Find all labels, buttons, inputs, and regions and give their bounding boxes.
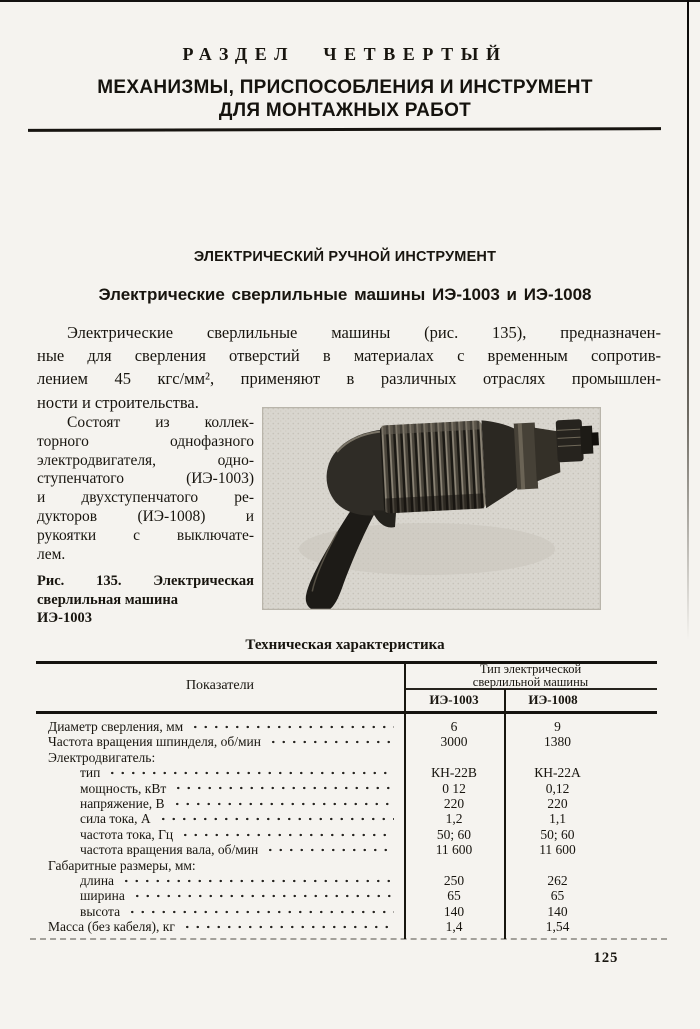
side-line: рукоятки с выключате-: [37, 526, 254, 544]
value-ie1008: 1,54: [545, 919, 570, 935]
column-header-ie1003: ИЭ-1003: [429, 691, 479, 707]
row-label-text: Частота вращения шпинделя, об/мин: [48, 734, 262, 750]
side-paragraph: [37, 414, 254, 564]
intro-line: Электрические сверлильные машины (рис. 135), предназначен-: [67, 323, 661, 342]
row-label-text: сила тока, А: [80, 811, 151, 827]
table-row: [36, 796, 657, 811]
row-label: [36, 765, 404, 780]
column-header-span: [404, 663, 657, 689]
section-subtitle-line1: МЕХАНИЗМЫ, ПРИСПОСОБЛЕНИЯ И ИНСТРУМЕНТ: [97, 77, 593, 98]
table-row: [36, 888, 657, 903]
value-ie1003: 65: [447, 888, 461, 904]
value-ie1008: 140: [547, 903, 568, 919]
row-label-text: Электродвигатель:: [48, 749, 156, 765]
table-title: Техническая характеристика: [245, 637, 445, 653]
value-ie1003: [404, 858, 504, 873]
table-row: [36, 734, 657, 749]
row-label: [36, 842, 404, 857]
table-header-rule: [36, 711, 657, 714]
intro-line: ные для сверления отверстий в материалах с временным сопротив-: [37, 346, 661, 366]
caption-line: Рис. 135. Электрическая: [37, 573, 254, 589]
table-row: [36, 719, 657, 734]
row-label-text: частота вращения вала, об/мин: [80, 842, 259, 858]
table-row: [36, 811, 657, 826]
scan-right-edge-line: [687, 0, 689, 640]
value-ie1003: 1,4: [445, 919, 463, 935]
row-label: [36, 781, 404, 796]
row-label-text: длина: [80, 872, 115, 888]
dot-leader: [268, 734, 394, 749]
row-label-text: Габаритные размеры, мм:: [48, 857, 196, 873]
dot-leader: [127, 904, 394, 919]
value-ie1008: 262: [547, 872, 568, 888]
dot-leader: [107, 765, 394, 780]
row-label-text: тип: [80, 765, 101, 781]
row-label: [36, 734, 404, 749]
row-label: [36, 796, 404, 811]
intro-paragraph: [37, 321, 661, 414]
table-row: [36, 873, 657, 888]
dot-leader: [132, 888, 394, 903]
dot-leader: [190, 719, 394, 734]
value-ie1008: 1,1: [549, 811, 566, 827]
value-ie1003: [404, 750, 504, 765]
table-row: [36, 919, 657, 934]
dot-leader: [265, 842, 394, 857]
value-ie1008: 11 600: [539, 842, 576, 858]
span-line: сверлильной машины: [472, 675, 589, 689]
row-label: [36, 873, 404, 888]
dot-leader: [173, 781, 394, 796]
side-line: дукторов (ИЭ-1008) и: [37, 507, 254, 525]
value-ie1008: [504, 858, 657, 873]
article-subheading: Электрические сверлильные машины ИЭ-1003 и ИЭ-1008: [98, 285, 592, 304]
row-label: [36, 811, 404, 826]
side-line: ступенчатого (ИЭ-1003): [37, 470, 254, 488]
row-label: [36, 827, 404, 842]
drill-photo: [262, 407, 601, 610]
value-ie1003: 0 12: [442, 780, 466, 796]
value-ie1008: 1380: [544, 734, 571, 750]
row-label: [36, 919, 404, 934]
value-ie1003: 50; 60: [436, 826, 472, 842]
value-ie1003: 140: [443, 903, 465, 919]
row-label: [36, 904, 404, 919]
table-row: [36, 858, 657, 873]
table-body: [36, 719, 657, 934]
value-ie1003: 250: [443, 872, 465, 888]
row-label-text: высота: [80, 903, 121, 919]
row-label: [36, 719, 404, 734]
row-label-text: ширина: [80, 888, 125, 904]
value-ie1003: 11 600: [435, 842, 473, 858]
figure-135-photo: [262, 407, 601, 610]
side-line: лем.: [37, 545, 66, 563]
caption-line: сверлильная машина: [37, 591, 178, 608]
intro-line: ности и строительства.: [37, 392, 199, 412]
value-ie1008: 9: [554, 719, 561, 734]
table-bottom-rule: [30, 938, 667, 940]
side-line: торного однофазного: [37, 432, 254, 450]
row-label: [36, 858, 404, 873]
table-row: [36, 765, 657, 780]
section-title: РАЗДЕЛ ЧЕТВЕРТЫЙ: [182, 44, 508, 64]
dot-leader: [180, 827, 394, 842]
row-label-text: частота тока, Гц: [80, 826, 174, 842]
row-label-text: Масса (без кабеля), кг: [48, 919, 175, 935]
row-label-text: мощность, кВт: [80, 780, 167, 796]
dot-leader: [172, 796, 394, 811]
spec-table: [36, 661, 657, 944]
page-number: 125: [593, 950, 619, 966]
table-row: [36, 827, 657, 842]
value-ie1003: 220: [443, 795, 465, 811]
span-line: Тип электрической: [479, 662, 582, 676]
row-label-text: Диаметр сверления, мм: [48, 719, 184, 734]
table-row: [36, 904, 657, 919]
value-ie1003: 1,2: [445, 811, 463, 827]
column-header-ie1008: ИЭ-1008: [528, 691, 578, 707]
value-ie1008: 220: [547, 795, 568, 811]
row-label-text: напряжение, В: [80, 795, 165, 811]
side-line: электродвигателя, одно-: [37, 451, 254, 469]
caption-line: ИЭ-1003: [37, 610, 92, 627]
value-ie1003: 3000: [440, 734, 468, 750]
table-row: [36, 781, 657, 796]
value-ie1003: 6: [450, 719, 458, 734]
dot-leader: [182, 919, 394, 934]
column-header-indicators: Показатели: [185, 678, 255, 693]
value-ie1008: КН-22А: [534, 765, 581, 781]
intro-line: лением 45 кгс/мм², применяют в различных отраслях промышлен-: [37, 369, 661, 389]
value-ie1008: 0,12: [545, 780, 570, 796]
value-ie1008: 65: [550, 888, 565, 904]
value-ie1008: 50; 60: [540, 826, 575, 842]
title-rule: [28, 127, 661, 132]
table-row: [36, 842, 657, 857]
scan-top-edge-line: [0, 0, 700, 2]
chapter-heading: ЭЛЕКТРИЧЕСКИЙ РУЧНОЙ ИНСТРУМЕНТ: [193, 249, 497, 265]
dot-leader: [158, 811, 394, 826]
value-ie1003: КН-22В: [431, 765, 477, 781]
row-label: [36, 750, 404, 765]
value-ie1008: [504, 750, 657, 765]
table-row: [36, 750, 657, 765]
row-label: [36, 888, 404, 903]
figure-caption: [37, 572, 254, 628]
dot-leader: [121, 873, 394, 888]
side-line: и двухступенчатого ре-: [37, 489, 254, 507]
section-subtitle-line2: ДЛЯ МОНТАЖНЫХ РАБОТ: [218, 100, 472, 121]
side-line: Состоят из коллек-: [67, 414, 254, 431]
